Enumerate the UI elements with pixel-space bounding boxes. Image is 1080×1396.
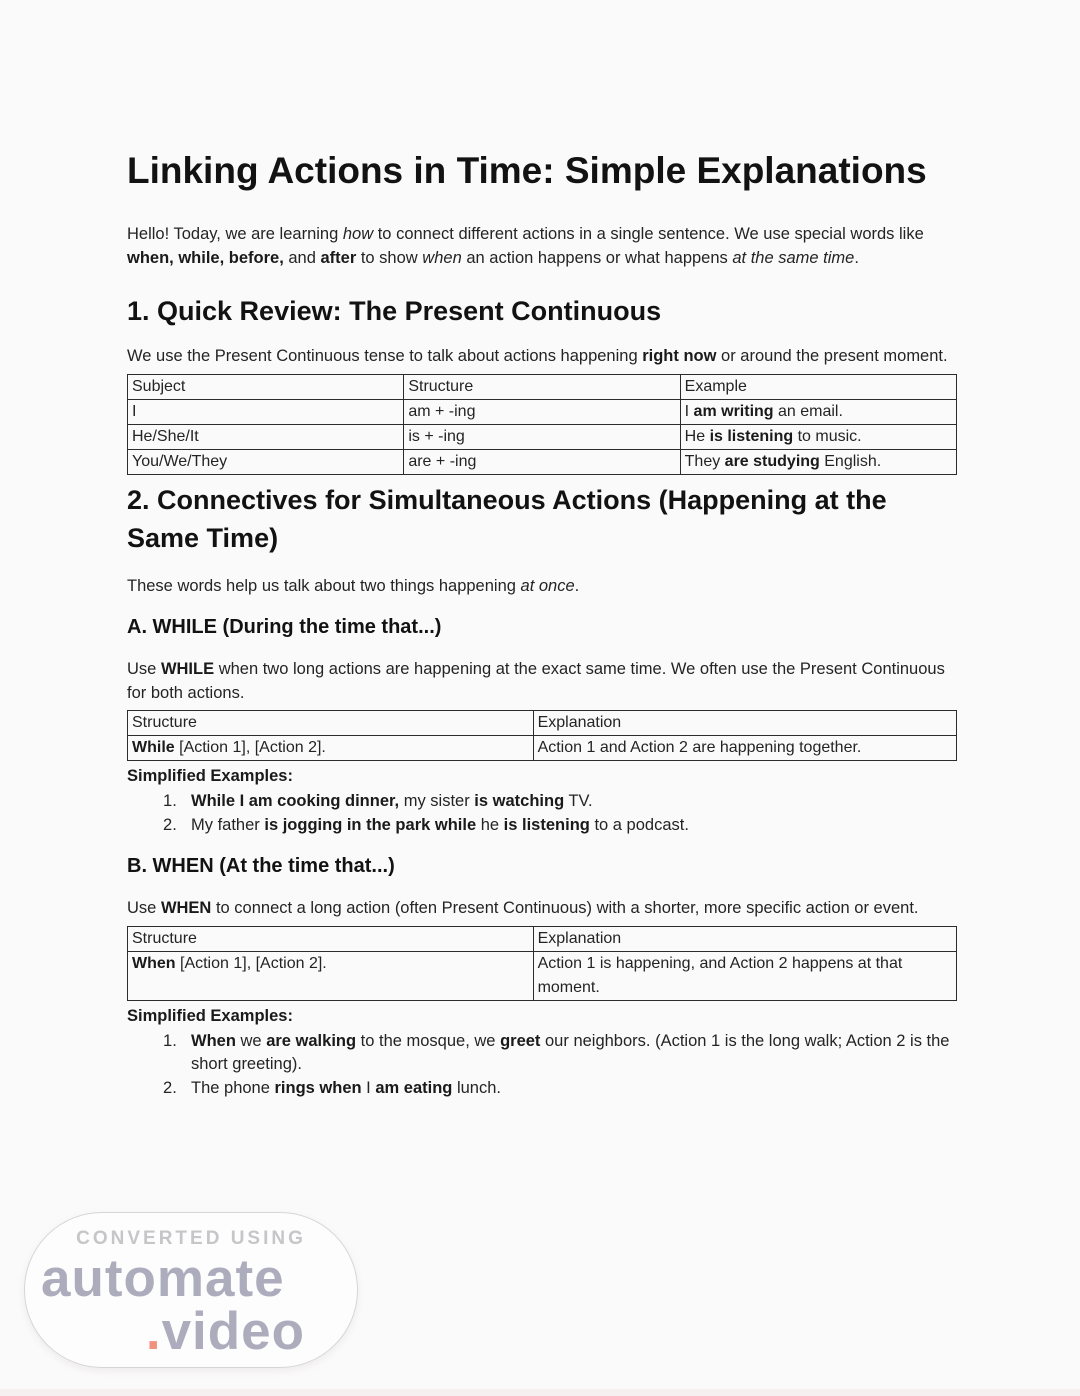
page-bottom-edge: [0, 1389, 1080, 1396]
watermark-label: CONVERTED USING: [76, 1228, 306, 1249]
column-header-explanation: Explanation: [533, 711, 956, 736]
while-structure-table: [127, 710, 957, 761]
watermark-tld: video: [161, 1302, 305, 1361]
table-header-row: [128, 374, 957, 399]
present-continuous-table: [127, 374, 957, 475]
table-row: [128, 399, 957, 424]
section-b-paragraph: Use WHEN to connect a long action (often Present Continuous) with a shorter, more specific action or event.: [127, 899, 919, 917]
watermark-tld-text: [41, 1302, 305, 1361]
table-cell-example: They are studying English.: [680, 449, 956, 474]
section-a-paragraph: Use WHILE when two long actions are happening at the exact same time. We often use the Present Continuous for both actions.: [127, 660, 945, 702]
watermark-brand-text: automate: [41, 1249, 285, 1308]
table-cell-subject: You/We/They: [128, 449, 404, 474]
table-cell-explanation: Action 1 and Action 2 are happening together.: [533, 736, 956, 761]
document-page: [127, 0, 957, 1100]
table-header-row: [128, 926, 957, 951]
watermark-dot: .: [145, 1302, 162, 1361]
list-item: While I am cooking dinner, my sister is watching TV.: [191, 792, 593, 810]
table-cell-structure: When [Action 1], [Action 2].: [128, 951, 534, 1000]
column-header-example: Example: [680, 374, 956, 399]
table-cell-structure: am + -ing: [404, 399, 680, 424]
section-2-heading: 2. Connectives for Simultaneous Actions (Happening at the Same Time): [127, 484, 887, 553]
list-item: My father is jogging in the park while he is listening to a podcast.: [191, 815, 689, 834]
table-header-row: [128, 711, 957, 736]
section-b-heading: B. WHEN (At the time that...): [127, 855, 395, 877]
column-header-structure: Structure: [128, 711, 534, 736]
table-cell-structure: While [Action 1], [Action 2].: [128, 736, 534, 761]
when-examples-list: [127, 1030, 957, 1101]
document-title: Linking Actions in Time: Simple Explanations: [127, 150, 927, 191]
watermark-badge: [24, 1212, 358, 1368]
column-header-structure: Structure: [404, 374, 680, 399]
while-examples-list: [127, 790, 957, 837]
table-row: [128, 736, 957, 761]
table-row: [128, 449, 957, 474]
table-cell-example: I am writing an email.: [680, 399, 956, 424]
watermark-logo: [41, 1249, 305, 1361]
section-1-heading: 1. Quick Review: The Present Continuous: [127, 296, 662, 326]
column-header-structure: Structure: [128, 926, 534, 951]
list-item: When we are walking to the mosque, we greet our neighbors. (Action 1 is the long walk; Action 2 is the short greeting).: [191, 1031, 950, 1073]
table-row: [128, 424, 957, 449]
section-1-paragraph: We use the Present Continuous tense to talk about actions happening right now or around the present moment.: [127, 347, 948, 365]
table-cell-example: He is listening to music.: [680, 424, 956, 449]
table-row: [128, 951, 957, 1000]
table-cell-subject: He/She/It: [128, 424, 404, 449]
table-cell-structure: are + -ing: [404, 449, 680, 474]
list-item: The phone rings when I am eating lunch.: [191, 1078, 501, 1097]
table-cell-subject: I: [128, 399, 404, 424]
column-header-explanation: Explanation: [533, 926, 956, 951]
section-2-paragraph: These words help us talk about two things happening at once.: [127, 576, 580, 595]
examples-label: Simplified Examples:: [127, 767, 293, 785]
intro-paragraph: Hello! Today, we are learning how to connect different actions in a single sentence. We use special words like when, while, before, and after to show when an action happens or what happens at the same time.: [127, 225, 924, 267]
when-structure-table: [127, 926, 957, 1001]
table-cell-explanation: Action 1 is happening, and Action 2 happens at that moment.: [533, 951, 956, 1000]
examples-label: Simplified Examples:: [127, 1006, 293, 1025]
column-header-subject: Subject: [128, 374, 404, 399]
table-cell-structure: is + -ing: [404, 424, 680, 449]
section-a-heading: A. WHILE (During the time that...): [127, 616, 442, 638]
